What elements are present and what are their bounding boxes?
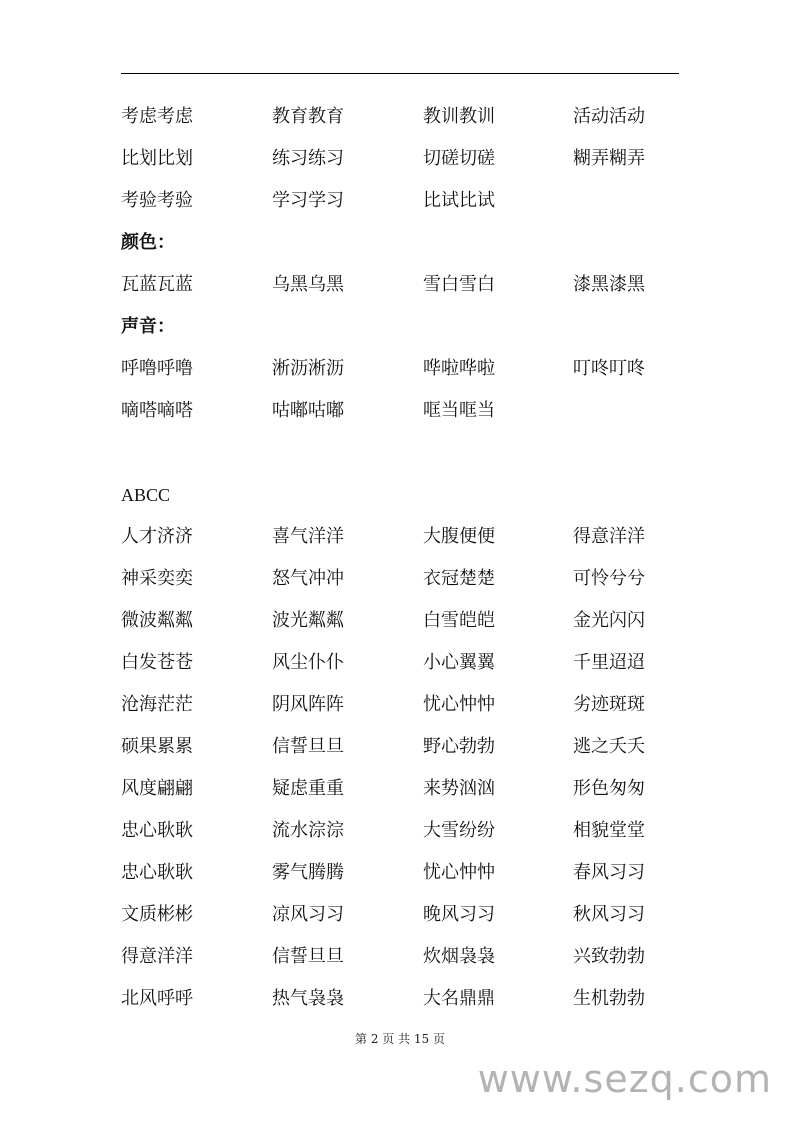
word-cell: 教育教育 [272, 106, 344, 127]
word-cell: 来势汹汹 [423, 778, 495, 799]
word-cell: 白雪皑皑 [423, 610, 495, 631]
word-cell: 得意洋洋 [121, 946, 193, 967]
word-cell: 比划比划 [121, 148, 193, 169]
word-cell: 切磋切磋 [423, 148, 495, 169]
word-cell: 雾气腾腾 [272, 862, 344, 883]
word-cell: 风度翩翩 [121, 778, 193, 799]
word-cell: 咕嘟咕嘟 [272, 400, 344, 421]
word-cell: 神采奕奕 [121, 568, 193, 589]
word-cell: 漆黑漆黑 [573, 274, 645, 295]
category-label: 声音： [121, 316, 175, 337]
word-cell: 呼噜呼噜 [121, 358, 193, 379]
word-cell: 热气袅袅 [272, 988, 344, 1009]
word-cell: 忠心耿耿 [121, 820, 193, 841]
word-cell: 大名鼎鼎 [423, 988, 495, 1009]
word-cell: 嘀嗒嘀嗒 [121, 400, 193, 421]
word-cell: 练习练习 [272, 148, 344, 169]
word-cell: 劣迹斑斑 [573, 694, 645, 715]
category-heading [121, 306, 175, 348]
word-cell: 教训教训 [423, 106, 495, 127]
word-cell: 忧心忡忡 [423, 694, 495, 715]
word-cell: 阴风阵阵 [272, 694, 344, 715]
word-cell: 哐当哐当 [423, 400, 495, 421]
page-footer: 第 2 页 共 15 页 [355, 1032, 445, 1046]
watermark: www.sezq.com [477, 1057, 772, 1101]
word-cell: 晚风习习 [423, 904, 495, 925]
word-cell: 雪白雪白 [423, 274, 495, 295]
word-cell: 比试比试 [423, 190, 495, 211]
word-cell: 形色匆匆 [573, 778, 645, 799]
word-cell: 淅沥淅沥 [272, 358, 344, 379]
word-cell: 怒气冲冲 [272, 568, 344, 589]
word-cell: 北风呼呼 [121, 988, 193, 1009]
word-cell: 忧心忡忡 [423, 862, 495, 883]
word-cell: 微波粼粼 [121, 610, 193, 631]
word-cell: 生机勃勃 [573, 988, 645, 1009]
word-cell: 叮咚叮咚 [573, 358, 645, 379]
word-cell: 衣冠楚楚 [423, 568, 495, 589]
word-cell: 大腹便便 [423, 526, 495, 547]
word-cell: 人才济济 [121, 526, 193, 547]
word-cell: 可怜兮兮 [573, 568, 645, 589]
word-cell: 千里迢迢 [573, 652, 645, 673]
word-cell: 喜气洋洋 [272, 526, 344, 547]
word-cell: 沧海茫茫 [121, 694, 193, 715]
word-cell: 文质彬彬 [121, 904, 193, 925]
word-cell: 秋风习习 [573, 904, 645, 925]
word-cell: 炊烟袅袅 [423, 946, 495, 967]
section-label: ABCC [121, 485, 171, 505]
word-cell: 活动活动 [573, 106, 645, 127]
word-cell: 乌黑乌黑 [272, 274, 344, 295]
word-cell: 疑虑重重 [272, 778, 344, 799]
word-cell: 大雪纷纷 [423, 820, 495, 841]
word-cell: 野心勃勃 [423, 736, 495, 757]
word-cell: 糊弄糊弄 [573, 148, 645, 169]
category-label: 颜色： [121, 232, 175, 253]
word-cell: 硕果累累 [121, 736, 193, 757]
word-cell: 考虑考虑 [121, 106, 193, 127]
word-cell: 流水淙淙 [272, 820, 344, 841]
header-rule [121, 73, 679, 74]
word-cell: 得意洋洋 [573, 526, 645, 547]
word-cell: 忠心耿耿 [121, 862, 193, 883]
section-heading [121, 474, 170, 516]
word-cell: 瓦蓝瓦蓝 [121, 274, 193, 295]
word-cell: 哗啦哗啦 [423, 358, 495, 379]
word-cell: 逃之夭夭 [573, 736, 645, 757]
word-cell: 金光闪闪 [573, 610, 645, 631]
word-cell: 学习学习 [272, 190, 344, 211]
word-cell: 信誓旦旦 [272, 736, 344, 757]
word-cell: 凉风习习 [272, 904, 344, 925]
word-cell: 小心翼翼 [423, 652, 495, 673]
word-cell: 白发苍苍 [121, 652, 193, 673]
word-cell: 兴致勃勃 [573, 946, 645, 967]
word-cell: 相貌堂堂 [573, 820, 645, 841]
word-cell: 风尘仆仆 [272, 652, 344, 673]
category-heading [121, 222, 175, 264]
word-cell: 信誓旦旦 [272, 946, 344, 967]
word-cell: 春风习习 [573, 862, 645, 883]
word-cell: 考验考验 [121, 190, 193, 211]
word-cell: 波光粼粼 [272, 610, 344, 631]
